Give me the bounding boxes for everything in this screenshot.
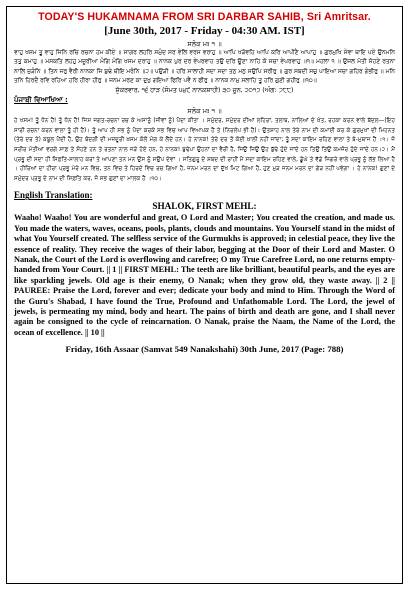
punjabi-heading: ਸਲੋਕ ਮਃ ੧ ॥ [187, 107, 222, 116]
english-label-text: English Translation: [14, 190, 93, 201]
page-title: TODAY'S HUKAMNAMA FROM SRI DARBAR SAHIB, Sri Amritsar. [38, 11, 371, 23]
gurmukhi-text: ਵਾਹੁ ਖਸਮ ਤੂ ਵਾਹੁ ਜਿਨਿ ਰਚਿ ਰਚਨਾ ਹਮ ਕੀਏ ॥ ਸਾਗਰ ਲਹਰਿ ਸਮੁੰਦ ਸਰ ਵੇਲਿ ਵਰਸ ਵਰਾਹੁ ॥ ਆਪਿ ਖੜੋਵਹਿ ਆਪਿ ਕਰਿ ਆਪੀਣੈ ਆਪਾਹੁ ॥ ਗੁਰਮੁਖਿ ਸੇਵਾ ਥਾਇ ਪਏ ਉਨਮਨਿ ਤਤੁ ਕਮਾਹੁ ॥ ਮਸਕਤਿ ਲਹਹੁ ਮਜੂਰੀਆ ਮੰਗਿ ਮੰਗਿ ਖਸਮ ਦਰਾਹੁ ॥ ਨਾਨਕ ਪੁਰ ਦਰ ਵੇਪਰਵਾਹ ਤਉ ਦਰਿ ਊਣਾ ਨਾਹਿ ਕੋ ਸਚਾ ਵੇਪਰਵਾਹੁ ॥੧॥ ਮਹਲਾ ੧ ॥ ਉਜਲ ਮੋਤੀ ਸੋਹਣੇ ਰਤਨਾ ਨਾਲਿ ਜੁੜੰਨਿ ॥ ਤਿਨ ਜਰੁ ਵੈਰੀ ਨਾਨਕਾ ਜਿ ਬੁਢੇ ਥੀਇ ਮਰੰਨਿ ॥੨॥ ਪਉੜੀ ॥ ਹਰਿ ਸਾਲਾਹੀ ਸਦਾ ਸਦਾ ਤਨੁ ਮਨੁ ਸਉਪਿ ਸਰੀਰੁ ॥ ਗੁਰ ਸਬਦੀ ਸਚੁ ਪਾਇਆ ਸਚਾ ਗਹਿਰ ਗੰਭੀਰੁ ॥ ਮਨਿ ਤਨਿ ਹਿਰਦੈ ਰਵਿ ਰਹਿਆ ਹਰਿ ਹੀਰਾ ਹੀਰੁ ॥ ਜਨਮ ਮਰਣ ਕਾ ਦੁਖੁ ਗਇਆ ਫਿਰਿ ਪਵੈ ਨ ਫੀਰੁ ॥ ਨਾਨਕ ਨਾਮੁ ਸਲਾਹਿ ਤੂ ਹਰਿ ਗੁਣੀ ਗਹੀਰੁ ॥੧੦॥ [14, 50, 395, 84]
punjabi-label-text: ਪੰਜਾਬੀ ਵਿਆਖਿਆ : [14, 96, 68, 105]
date-page-footer: Friday, 16th Assaar (Samvat 549 Nanakshahi) 30th June, 2017 (Page: 788) [65, 344, 344, 355]
punjabi-explanation: ਹੇ ਖਸਮ! ਤੂੰ ਧੰਨ ਹੈਂ! ਤੂੰ ਧੰਨ ਹੈਂ! ਜਿਸ ਜਗਤ-ਰਚਨਾ ਰਚ ਕੇ ਅਸਾਨੂੰ (ਜੀਵਾਂ ਨੂੰ) ਪੈਦਾ ਕੀਤਾ । ਸਮੁੰਦਰ, ਸਮੁੰਦਰ ਦੀਆਂ ਲਹਿਰਾਂ, ਤਲਾਬ, ਨਾਲਿਆਂ ਦੇ ਖ਼ੇਤ, ਰਹਕਾ ਕਰਨ ਵਾਲੇ ਬੱਦਲ—(ਇਹ ਸਾਰੀ ਰਚਨਾ ਕਰਨ ਵਾਲਾ ਤੂੰ ਹੀ ਹੈਂ)। ਤੂੰ ਆਪ ਹੀ ਸਭ ਨੂੰ ਪੈਦਾ ਕਰਕੇ ਸਭ ਵਿਚ ਆਪ ਵਿਆਪਕ ਹੈਂ ਤੇ (ਨਿਰਲੇਪ ਭੀ ਹੈਂ)। ਉਤਸ਼ਾਹ ਨਾਲ ਤੇਰੇ ਨਾਮ ਦੀ ਕਮਾਈ ਕਰ ਕੇ ਗੁਰਮੁਖਾਂ ਦੀ ਮਿਹਨਤ (ਤੇਰੇ ਦਰ ਤੇ) ਕਬੂਲ ਪੈਂਦੀ ਹੈ, ਉਹ ਬੰਦਗੀ ਦੀ ਮਜ਼ਦੂਰੀ ਖ਼ਸਮ ਕੋਲੋਂ ਮੰਗ ਕੇ ਲੈਂਦੇ ਹਨ। ਹੇ ਨਾਨਕ! ਤੇਰੇ ਦਰ ਤੋਂ ਕੋਈ ਖ਼ਾਲੀ ਨਹੀਂ ਜਾਂਦਾ; ਤੂੰ ਸਦਾ ਕਾਇਮ ਰਹਿਣ ਵਾਲਾ ਤੇ ਬੇ-ਮੁਥਾਜ ਹੈਂ ।੧। ਜੋ ਸਰੀਰ ਮੋਤੀਆਂ ਵਰਗੇ ਸਾਫ਼ ਤੇ ਸੋਹਣੇ ਹਨ ਤੇ ਰਤਨਾਂ ਨਾਲ ਜੜੇ ਹੋਏ ਹਨ, ਹੇ ਨਾਨਕ! ਬੁਢੇਪਾ ਉਹਨਾਂ ਦਾ ਵੈਰੀ ਹੈ, ਜਿਉਂ ਜਿਉਂ ਉਹ ਬੁੱਢੇ ਹੁੰਦੇ ਜਾਂਦੇ ਹਨ ਤਿਉਂ ਤਿਉਂ ਕਮਜ਼ੋਰ ਹੁੰਦੇ ਜਾਂਦੇ ਹਨ।੨। ਮੈਂ ਪ੍ਰਭੂ ਦੀ ਸਦਾ ਹੀ ਸਿਫ਼ਤਿ-ਸਾਲਾਹ ਕਰਾਂ ਤੇ ਆਪਣਾ ਤਨ ਮਨ ਉਸ ਨੂੰ ਸਉਂਪ ਦੇਵਾਂ । ਸਤਿਗੁਰੂ ਦੇ ਸ਼ਬਦ ਦੀ ਰਾਹੀਂ ਮੈਂ ਸਦਾ ਕਾਇਮ ਰਹਿਣ ਵਾਲੇ, ਡੂੰਘੇ ਤੇ ਵੱਡੇ ਜਿਗਰੇ ਵਾਲੇ ਪ੍ਰਭੂ ਨੂੰ ਲੱਭ ਲਿਆ ਹੈ । ਹੀਰਿਆਂ ਦਾ ਹੀਰਾ ਪ੍ਰਭੂ ਮੇਰੇ ਮਨ ਵਿਚ, ਤਨ ਵਿਚ ਤੇ ਹਿਰਦੇ ਵਿਚ ਰਚ ਗਿਆ ਹੈ, ਜਨਮ ਮਰਨ ਦਾ ਦੁੱਖ ਮਿਟ ਗਿਆ ਹੈ, ਹੁਣ ਮੁੜ ਜਨਮ ਮਰਨ ਦਾ ਗੇੜ ਨਹੀਂ ਪਵੇਗਾ । ਹੇ ਨਾਨਕ! ਗੁਣਾਂ ਦੇ ਸਮੁੰਦਰ ਪ੍ਰਭੂ ਦੇ ਨਾਮ ਦੀ ਸਿਫ਼ਤਿ ਕਰ, ਜੋ ਸਭ ਗੁਣਾਂ ਦਾ ਮਾਲਕ ਹੈ ।੧੦। [14, 118, 395, 182]
date-line: [June 30th, 2017 - Friday - 04:30 AM. IST] [104, 25, 305, 37]
hukamnama-page [6, 6, 403, 584]
english-translation: Waaho! Waaho! You are wonderful and great, O Lord and Master; You created the creation, and made us. You made the waters, waves, oceans, pools, plants, clouds and mountains. You Yourself stand in the midst of what You Yourself created. The selfless service of the Gurmukhs is approved; in celestial peace, they live the essence of reality. They receive the wages of their labor, begging at the Door of their Lord and Master. O Nanak, the Court of the Lord is overflowing and carefree; O my True Carefree Lord, no one returns empty-handed from Your Court. || 1 || FIRST MEHL: The teeth are like brilliant, beautiful pearls, and the eyes are like sparkling jewels. Old age is their enemy, O Nanak; when they grow old, they waste away. || 2 || PAUREE: Praise the Lord, forever and ever; dedicate your body and mind to Him. Through the Word of the Guru's Shabad, I have found the True, Profound and Unfathomable Lord. The Lord, the jewel of jewels, is permeating my mind, body and heart. The pains of birth and death are gone, and I shall never again be consigned to the cycle of reincarnation. O Nanak, praise the Naam, the Name of the Lord, the ocean of excellence. || 10 || [14, 213, 395, 337]
gurmukhi-date-footer: ਸ਼ੁੱਕਰਵਾਰ, ੧੬ ਹਾੜ (ਸੰਮਤ ੫੪੯ ਨਾਨਕਸ਼ਾਹੀ) ੩੦ ਜੂਨ, ੨੦੧੭ (ਅੰਗ: ੭੮੮) [115, 87, 294, 95]
gurmukhi-heading: ਸਲੋਕ ਮਃ ੧ ॥ [187, 40, 222, 48]
english-section-label [14, 190, 395, 200]
punjabi-section-label [14, 96, 395, 105]
english-heading: SHALOK, FIRST MEHL: [152, 201, 257, 212]
